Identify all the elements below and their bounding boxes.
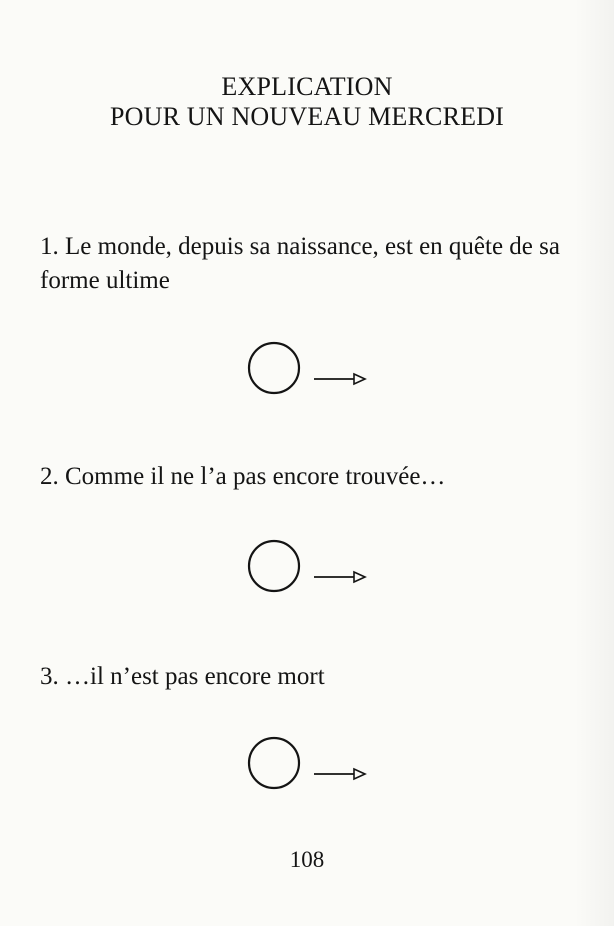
item-3-text: 3. …il n’est pas encore mort [40,663,325,690]
circle-arrow-icon [230,528,390,608]
circle-arrow-icon [230,330,390,410]
heading-line-2: POUR UN NOUVEAU MERCREDI [109,102,505,131]
page-edge-shadow [574,0,614,926]
circle-arrow-icon [230,725,390,805]
item-1-text: 1. Le monde, depuis sa naissance, est en quête de sa forme ultime [40,233,560,294]
heading-line-1: EXPLICATION [221,72,393,101]
page-number: 108 [289,847,325,872]
item-2-text: 2. Comme il ne l’a pas encore trouvée… [40,463,446,490]
